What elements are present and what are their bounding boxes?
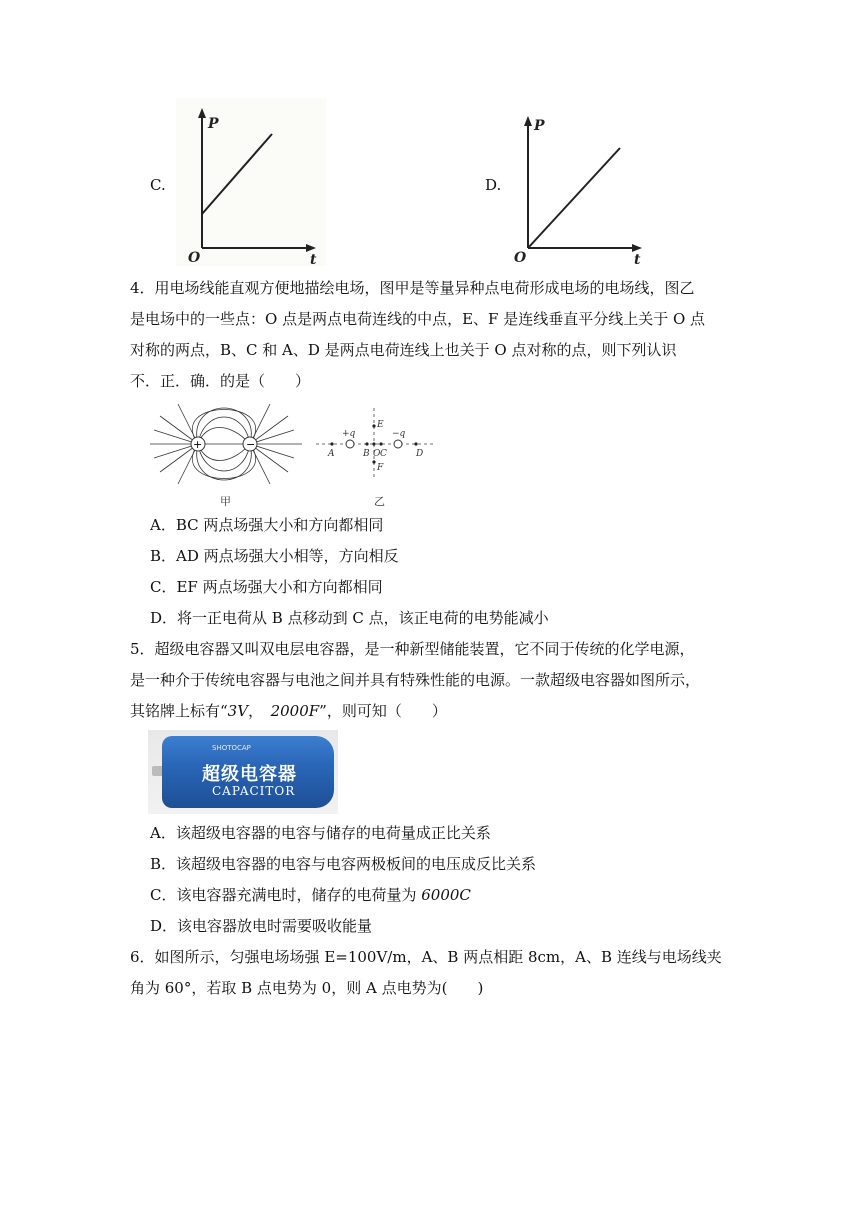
capacitor-en-label: CAPACITOR bbox=[212, 784, 296, 798]
q5-stem-line-1: 5．超级电容器又叫双电层电容器，是一种新型储能装置，它不同于传统的化学电源， bbox=[130, 640, 695, 658]
q6-stem-line-2: 角为 60°，若取 B 点电势为 0，则 A 点电势为( ) bbox=[130, 979, 484, 997]
q5-line3-pre: 其铭牌上标有“ bbox=[130, 702, 228, 720]
point-c-label: C bbox=[380, 449, 387, 459]
field-lines-figure bbox=[146, 402, 306, 510]
capacitor-body bbox=[162, 736, 334, 808]
graph-d bbox=[506, 108, 656, 266]
q5-line3-mid: ， bbox=[248, 702, 271, 720]
q5-stem-line-2: 是一种介于传统电容器与电池之间并具有特殊性能的电源。一款超级电容器如图所示， bbox=[130, 671, 701, 689]
point-f-label: F bbox=[377, 463, 384, 473]
point-b-label: B bbox=[363, 449, 370, 459]
q5-option-d[interactable]: D．该电容器放电时需要吸收能量 bbox=[150, 917, 373, 935]
point-d-label: D bbox=[416, 449, 424, 459]
capacitor-photo bbox=[148, 730, 338, 814]
q4-option-d[interactable]: D．将一正电荷从 B 点移动到 C 点，该正电荷的电势能减小 bbox=[150, 609, 549, 627]
q6-stem-line-1: 6．如图所示，匀强电场场强 E=100V/m，A、B 两点相距 8cm，A、B 连线与电场线夹 bbox=[130, 948, 722, 966]
q5-option-c-text: C．该电容器充满电时，储存的电荷量为 bbox=[150, 886, 422, 904]
svg-text:+: + bbox=[193, 438, 203, 451]
q5-stem-line-3 bbox=[130, 701, 730, 721]
q5-option-c-charge: 6000C bbox=[421, 886, 471, 904]
q4-option-c[interactable]: C．EF 两点场强大小和方向都相同 bbox=[150, 578, 383, 596]
q4-stem-line-4: 不．正．确．的是（ ） bbox=[130, 372, 311, 390]
q4-stem-line-1: 4．用电场线能直观方便地描绘电场，图甲是等量异种点电荷形成电场的电场线，图乙 bbox=[130, 279, 695, 297]
axis-t-label: t bbox=[634, 252, 641, 266]
origin-label: O bbox=[188, 250, 201, 266]
q5-option-a[interactable]: A．该超级电容器的电容与储存的电荷量成正比关系 bbox=[150, 824, 491, 842]
axis-p-label: P bbox=[534, 118, 545, 134]
plus-q-label: +q bbox=[342, 429, 356, 439]
axis-p-label: P bbox=[208, 116, 219, 132]
q5-option-c[interactable] bbox=[150, 885, 471, 905]
q4-option-a[interactable]: A．BC 两点场强大小和方向都相同 bbox=[150, 516, 384, 534]
q5-option-b[interactable]: B．该超级电容器的电容与电容两极板间的电压成反比关系 bbox=[150, 855, 537, 873]
point-e-label: E bbox=[377, 420, 384, 430]
option-d-label: D. bbox=[485, 176, 502, 194]
q4-stem-line-2: 是电场中的一些点：O 点是两点电荷连线的中点，E、F 是连线垂直平分线上关于 O 点 bbox=[130, 310, 706, 328]
q5-capacitance: 2000F bbox=[270, 702, 320, 720]
q4-stem-line-3: 对称的两点，B、C 和 A、D 是两点电荷连线上也关于 O 点对称的点，则下列认识 bbox=[130, 341, 677, 359]
fig-yi-label: 乙 bbox=[374, 495, 385, 508]
point-o-label: O bbox=[373, 449, 381, 459]
q4-option-b[interactable]: B．AD 两点场强大小相等，方向相反 bbox=[150, 547, 399, 565]
svg-text:−: − bbox=[246, 438, 256, 451]
q5-line3-post: ”，则可知（ ） bbox=[319, 702, 447, 720]
option-c-label: C. bbox=[150, 176, 166, 194]
origin-label: O bbox=[514, 250, 527, 266]
graph-c bbox=[176, 98, 326, 266]
point-a-label: A bbox=[328, 449, 335, 459]
q5-voltage: 3V bbox=[227, 702, 249, 720]
fig-jia-label: 甲 bbox=[220, 495, 231, 508]
capacitor-brand: SHOTOCAP bbox=[212, 744, 251, 752]
minus-q-label: −q bbox=[392, 429, 406, 439]
capacitor-cn-label: 超级电容器 bbox=[202, 764, 297, 785]
axis-t-label: t bbox=[310, 252, 317, 266]
points-figure bbox=[312, 402, 442, 510]
